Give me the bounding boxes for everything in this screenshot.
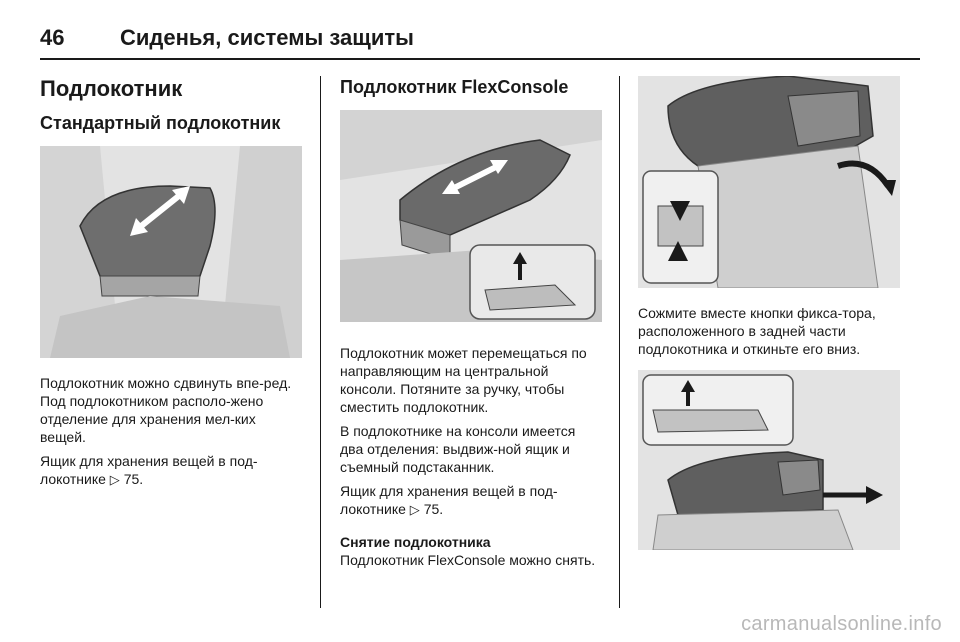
standard-armrest-illustration (40, 146, 302, 358)
section-title: Подлокотник (40, 76, 183, 101)
page-header (40, 18, 920, 60)
watermark: carmanualsonline.info (741, 613, 942, 635)
column-2 (340, 76, 602, 575)
flexconsole-storage-reference-text (340, 482, 602, 519)
triangle-right-icon: ▷ (109, 472, 120, 487)
column-divider (619, 76, 620, 608)
page-reference[interactable]: 75. (123, 471, 144, 487)
armrest-removal-illustration (638, 370, 900, 550)
remove-armrest-heading: Снятие подлокотника (340, 534, 491, 550)
triangle-right-icon: ▷ (409, 502, 420, 517)
storage-reference-text (40, 452, 302, 489)
column-1 (40, 76, 302, 495)
chapter-title: Сиденья, системы защиты (120, 25, 414, 50)
latch-release-text: Сожмите вместе кнопки фикса-тора, расположенного в задней части подлокотника и откиньте его вниз. (638, 305, 876, 357)
column-divider (320, 76, 321, 608)
flexconsole-move-text: Подлокотник может перемещаться по направляющим на центральной консоли. Потяните за ручку, чтобы сместить подлокотник. (340, 345, 587, 415)
standard-armrest-text: Подлокотник можно сдвинуть впе-ред. Под подлокотником располо-жено отделение для хранения мел-ких вещей. (40, 375, 292, 445)
remove-armrest-text: Подлокотник FlexConsole можно снять. (340, 552, 596, 568)
storage-reference-label: Ящик для хранения вещей в под-локотнике (340, 483, 558, 517)
armrest-latch-illustration (638, 76, 900, 288)
page-number: 46 (40, 25, 65, 50)
storage-reference-label: Ящик для хранения вещей в под-локотнике (40, 453, 258, 487)
subsection-title-flexconsole: Подлокотник FlexConsole (340, 77, 569, 97)
subsection-title-standard: Стандартный подлокотник (40, 113, 281, 133)
page-reference[interactable]: 75. (423, 501, 444, 517)
flexconsole-armrest-illustration (340, 110, 602, 322)
column-3 (638, 76, 900, 550)
flexconsole-compartments-text: В подлокотнике на консоли имеется два отделения: выдвиж-ной ящик и съемный подстаканник. (340, 423, 576, 475)
